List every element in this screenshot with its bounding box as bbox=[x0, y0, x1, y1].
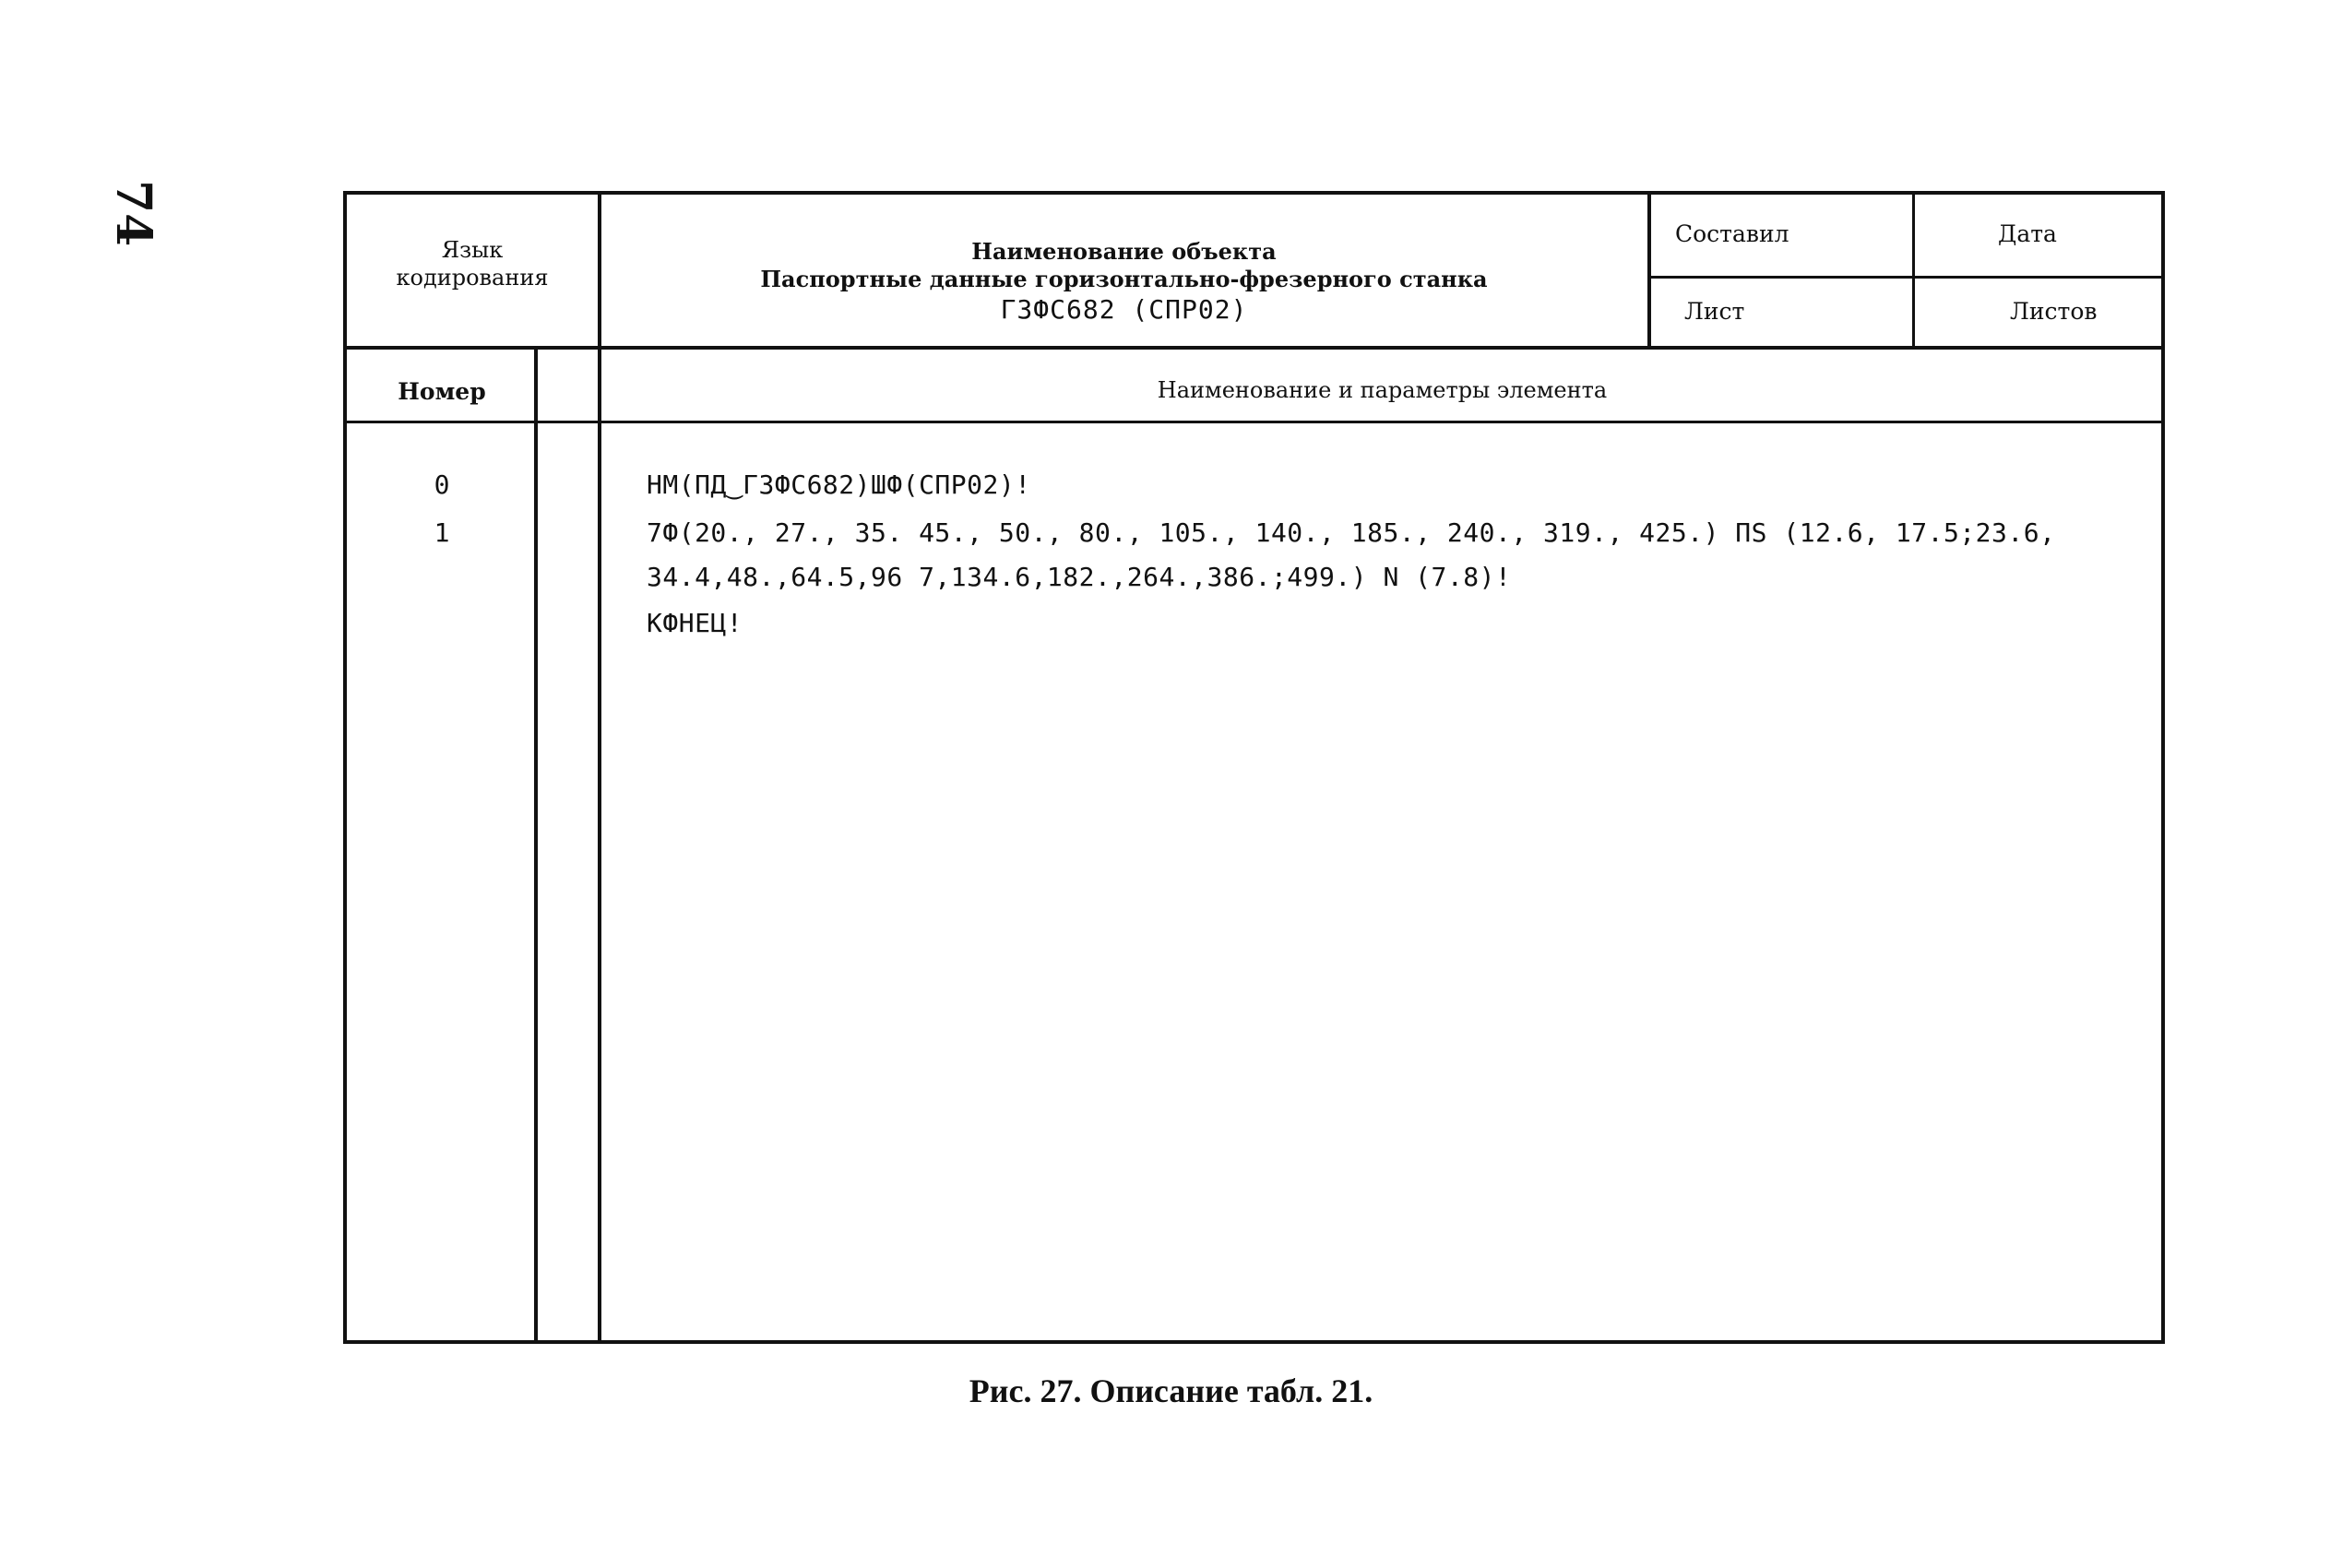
figure-caption: Рис. 27. Описание табл. 21. bbox=[969, 1372, 1373, 1409]
divider-column-headers bbox=[347, 421, 2161, 423]
sheet-label: Лист bbox=[1684, 298, 1745, 325]
object-description: Паспортные данные горизонтально-фрезерного станка bbox=[760, 266, 1488, 292]
object-title: Наименование объекта bbox=[971, 238, 1277, 265]
code-line: КФНЕЦ! bbox=[647, 608, 743, 638]
date-label: Дата bbox=[1998, 220, 2057, 247]
row-number-1: 1 bbox=[434, 517, 450, 548]
code-line: 34.4,48.,64.5,96 7,134.6,182.,264.,386.;499.) N (7.8)! bbox=[647, 562, 1512, 592]
row-number-0: 0 bbox=[434, 469, 450, 500]
code-line: НМ(ПД‿Г3ФС682)ШФ(СПР02)! bbox=[647, 469, 1031, 500]
language-label-line1: Язык bbox=[441, 237, 504, 263]
divider-meta-middle bbox=[1912, 195, 1915, 349]
element-column-header: Наименование и параметры элемента bbox=[1157, 377, 1608, 403]
code-line: 7Ф(20., 27., 35. 45., 50., 80., 105., 140., 185., 240., 319., 425.) ПS (12.6, 17.5;23.6, bbox=[647, 517, 2056, 548]
coding-form bbox=[343, 191, 2165, 1344]
object-name-block bbox=[600, 238, 1647, 326]
language-label bbox=[347, 236, 598, 291]
language-label-line2: кодирования bbox=[396, 265, 549, 291]
divider-header-bottom bbox=[347, 346, 2161, 350]
object-model: Г3ФС682 (СПР02) bbox=[1000, 294, 1248, 325]
number-column-header: Номер bbox=[398, 378, 486, 405]
divider-lang-name bbox=[598, 195, 601, 1340]
divider-name-meta bbox=[1647, 195, 1651, 349]
divider-meta-rows bbox=[1647, 276, 2161, 279]
composed-label: Составил bbox=[1675, 220, 1789, 247]
sheets-label: Листов bbox=[2010, 298, 2098, 325]
page-number: 74 bbox=[105, 180, 161, 247]
